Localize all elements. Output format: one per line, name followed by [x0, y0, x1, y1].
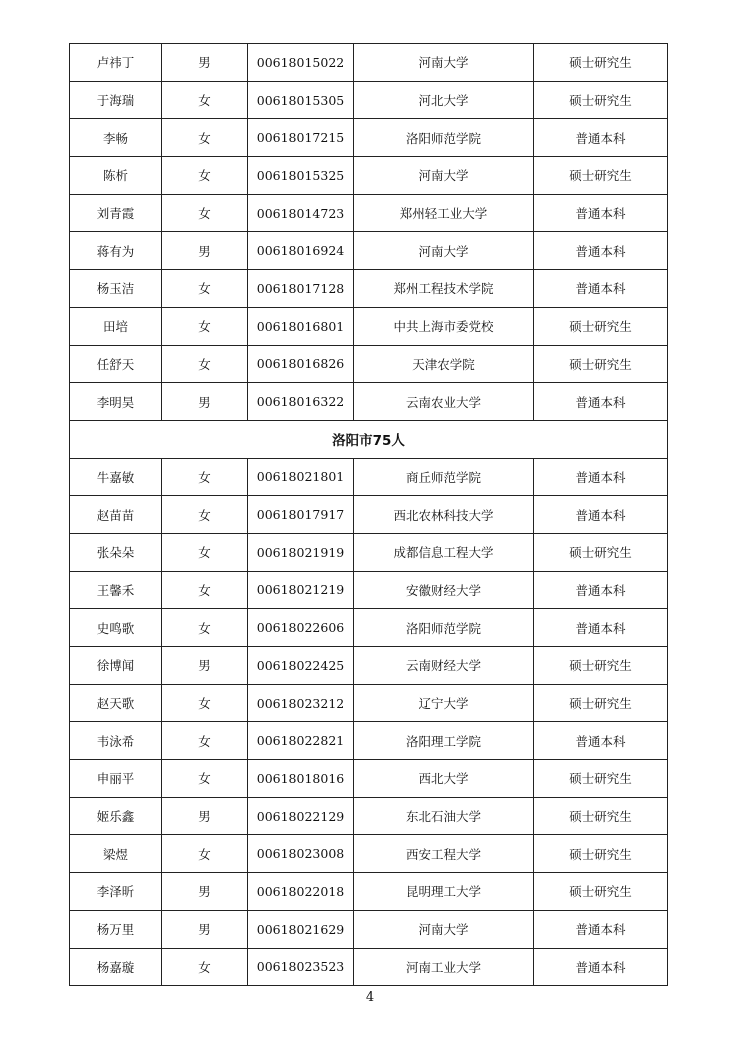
gender-cell: 女 [162, 760, 248, 798]
gender-cell: 男 [162, 647, 248, 685]
name-cell: 李畅 [70, 119, 162, 157]
degree-cell: 硕士研究生 [534, 797, 668, 835]
table-row [70, 533, 668, 571]
candidate-table [69, 43, 668, 986]
school-cell: 辽宁大学 [354, 684, 534, 722]
gender-cell: 男 [162, 910, 248, 948]
degree-cell: 硕士研究生 [534, 533, 668, 571]
school-cell: 云南农业大学 [354, 383, 534, 421]
name-cell: 姬乐鑫 [70, 797, 162, 835]
table-row [70, 44, 668, 82]
school-cell: 云南财经大学 [354, 647, 534, 685]
name-cell: 李泽昕 [70, 873, 162, 911]
school-cell: 河南工业大学 [354, 948, 534, 986]
exam-id-cell: 00618023212 [248, 684, 354, 722]
section-header-row [70, 420, 668, 458]
exam-id-cell: 00618017215 [248, 119, 354, 157]
name-cell: 杨万里 [70, 910, 162, 948]
name-cell: 梁煜 [70, 835, 162, 873]
name-cell: 王馨禾 [70, 571, 162, 609]
name-cell: 牛嘉敏 [70, 458, 162, 496]
school-cell: 天津农学院 [354, 345, 534, 383]
exam-id-cell: 00618015022 [248, 44, 354, 82]
table-row [70, 270, 668, 308]
degree-cell: 硕士研究生 [534, 81, 668, 119]
gender-cell: 女 [162, 496, 248, 534]
exam-id-cell: 00618023008 [248, 835, 354, 873]
name-cell: 史鸣歌 [70, 609, 162, 647]
exam-id-cell: 00618015325 [248, 157, 354, 195]
gender-cell: 男 [162, 232, 248, 270]
table-row [70, 722, 668, 760]
table-row [70, 496, 668, 534]
table-row [70, 81, 668, 119]
table-row [70, 760, 668, 798]
degree-cell: 普通本科 [534, 571, 668, 609]
name-cell: 申丽平 [70, 760, 162, 798]
name-cell: 卢祎丁 [70, 44, 162, 82]
exam-id-cell: 00618016322 [248, 383, 354, 421]
school-cell: 西北农林科技大学 [354, 496, 534, 534]
degree-cell: 硕士研究生 [534, 44, 668, 82]
school-cell: 东北石油大学 [354, 797, 534, 835]
exam-id-cell: 00618018016 [248, 760, 354, 798]
name-cell: 徐博闻 [70, 647, 162, 685]
table-row [70, 948, 668, 986]
gender-cell: 女 [162, 609, 248, 647]
school-cell: 河南大学 [354, 910, 534, 948]
school-cell: 郑州轻工业大学 [354, 194, 534, 232]
table-row [70, 835, 668, 873]
degree-cell: 硕士研究生 [534, 647, 668, 685]
name-cell: 陈析 [70, 157, 162, 195]
exam-id-cell: 00618015305 [248, 81, 354, 119]
degree-cell: 普通本科 [534, 458, 668, 496]
gender-cell: 男 [162, 383, 248, 421]
degree-cell: 普通本科 [534, 119, 668, 157]
name-cell: 赵苗苗 [70, 496, 162, 534]
degree-cell: 硕士研究生 [534, 307, 668, 345]
school-cell: 商丘师范学院 [354, 458, 534, 496]
table-row [70, 910, 668, 948]
table-row [70, 571, 668, 609]
document-page [69, 43, 667, 986]
exam-id-cell: 00618016924 [248, 232, 354, 270]
name-cell: 李明昊 [70, 383, 162, 421]
exam-id-cell: 00618016826 [248, 345, 354, 383]
school-cell: 洛阳理工学院 [354, 722, 534, 760]
exam-id-cell: 00618022821 [248, 722, 354, 760]
exam-id-cell: 00618014723 [248, 194, 354, 232]
exam-id-cell: 00618021629 [248, 910, 354, 948]
name-cell: 于海瑞 [70, 81, 162, 119]
exam-id-cell: 00618021801 [248, 458, 354, 496]
page-number: 4 [365, 990, 375, 1005]
degree-cell: 硕士研究生 [534, 157, 668, 195]
gender-cell: 女 [162, 533, 248, 571]
table-row [70, 797, 668, 835]
degree-cell: 普通本科 [534, 270, 668, 308]
gender-cell: 女 [162, 571, 248, 609]
gender-cell: 女 [162, 345, 248, 383]
school-cell: 安徽财经大学 [354, 571, 534, 609]
school-cell: 郑州工程技术学院 [354, 270, 534, 308]
gender-cell: 女 [162, 81, 248, 119]
degree-cell: 普通本科 [534, 232, 668, 270]
exam-id-cell: 00618023523 [248, 948, 354, 986]
exam-id-cell: 00618022425 [248, 647, 354, 685]
name-cell: 任舒天 [70, 345, 162, 383]
degree-cell: 普通本科 [534, 910, 668, 948]
table-row [70, 609, 668, 647]
name-cell: 刘青霞 [70, 194, 162, 232]
school-cell: 河南大学 [354, 44, 534, 82]
degree-cell: 普通本科 [534, 948, 668, 986]
exam-id-cell: 00618022018 [248, 873, 354, 911]
exam-id-cell: 00618022606 [248, 609, 354, 647]
name-cell: 田培 [70, 307, 162, 345]
exam-id-cell: 00618017128 [248, 270, 354, 308]
candidate-table-body [70, 44, 668, 986]
name-cell: 韦泳希 [70, 722, 162, 760]
degree-cell: 普通本科 [534, 194, 668, 232]
school-cell: 河南大学 [354, 232, 534, 270]
school-cell: 河北大学 [354, 81, 534, 119]
table-row [70, 119, 668, 157]
school-cell: 成都信息工程大学 [354, 533, 534, 571]
table-row [70, 157, 668, 195]
gender-cell: 男 [162, 797, 248, 835]
degree-cell: 硕士研究生 [534, 684, 668, 722]
gender-cell: 男 [162, 44, 248, 82]
gender-cell: 女 [162, 119, 248, 157]
school-cell: 昆明理工大学 [354, 873, 534, 911]
school-cell: 河南大学 [354, 157, 534, 195]
name-cell: 赵天歌 [70, 684, 162, 722]
gender-cell: 女 [162, 835, 248, 873]
degree-cell: 硕士研究生 [534, 835, 668, 873]
section-title: 洛阳市75人 [70, 420, 668, 458]
table-row [70, 383, 668, 421]
gender-cell: 女 [162, 458, 248, 496]
table-row [70, 873, 668, 911]
degree-cell: 普通本科 [534, 383, 668, 421]
name-cell: 杨嘉璇 [70, 948, 162, 986]
table-row [70, 458, 668, 496]
name-cell: 杨玉洁 [70, 270, 162, 308]
exam-id-cell: 00618016801 [248, 307, 354, 345]
school-cell: 洛阳师范学院 [354, 119, 534, 157]
gender-cell: 女 [162, 307, 248, 345]
gender-cell: 女 [162, 722, 248, 760]
exam-id-cell: 00618022129 [248, 797, 354, 835]
gender-cell: 女 [162, 157, 248, 195]
gender-cell: 女 [162, 948, 248, 986]
school-cell: 西北大学 [354, 760, 534, 798]
degree-cell: 硕士研究生 [534, 873, 668, 911]
school-cell: 洛阳师范学院 [354, 609, 534, 647]
degree-cell: 普通本科 [534, 609, 668, 647]
exam-id-cell: 00618021219 [248, 571, 354, 609]
degree-cell: 普通本科 [534, 496, 668, 534]
degree-cell: 普通本科 [534, 722, 668, 760]
exam-id-cell: 00618017917 [248, 496, 354, 534]
degree-cell: 硕士研究生 [534, 345, 668, 383]
table-row [70, 647, 668, 685]
gender-cell: 女 [162, 684, 248, 722]
gender-cell: 女 [162, 270, 248, 308]
table-row [70, 307, 668, 345]
name-cell: 张朵朵 [70, 533, 162, 571]
gender-cell: 女 [162, 194, 248, 232]
school-cell: 西安工程大学 [354, 835, 534, 873]
school-cell: 中共上海市委党校 [354, 307, 534, 345]
table-row [70, 345, 668, 383]
name-cell: 蒋有为 [70, 232, 162, 270]
table-row [70, 232, 668, 270]
degree-cell: 硕士研究生 [534, 760, 668, 798]
gender-cell: 男 [162, 873, 248, 911]
table-row [70, 194, 668, 232]
exam-id-cell: 00618021919 [248, 533, 354, 571]
table-row [70, 684, 668, 722]
